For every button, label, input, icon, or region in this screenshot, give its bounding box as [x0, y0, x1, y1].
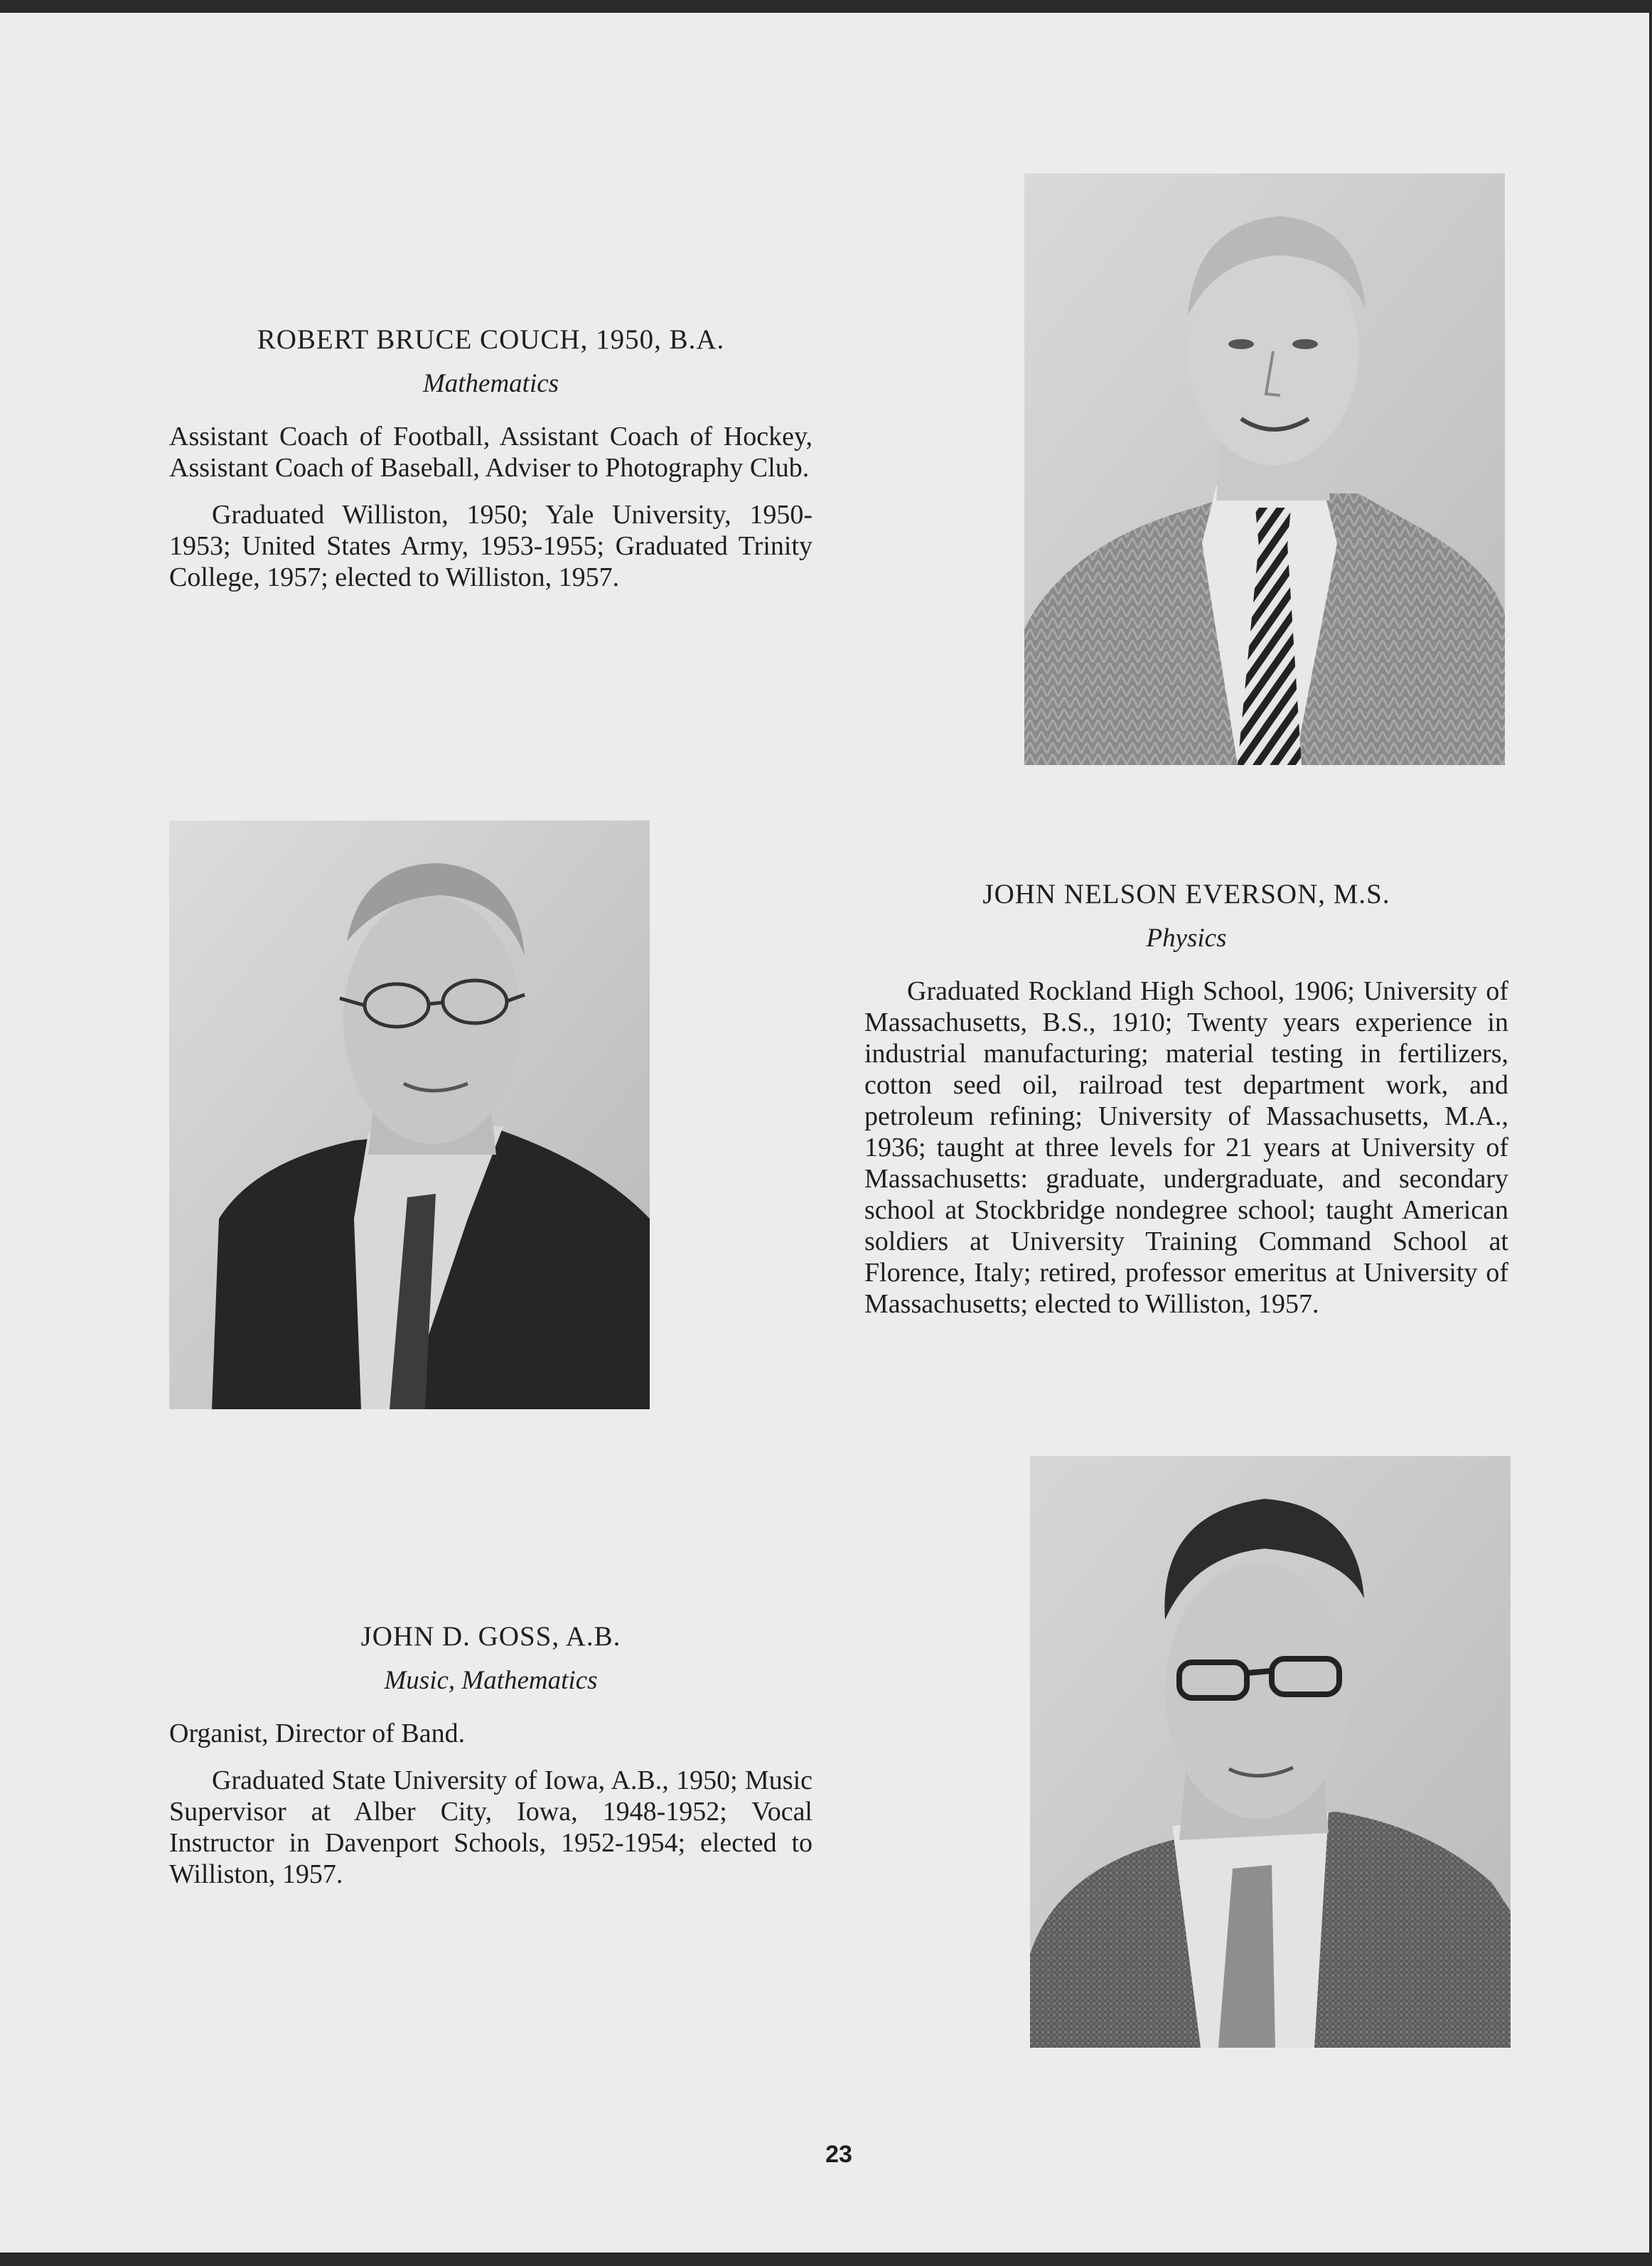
faculty-entry-goss: [169, 1621, 812, 1906]
faculty-name: ROBERT BRUCE COUCH, 1950, B.A.: [257, 324, 725, 355]
faculty-duties: Assistant Coach of Football, Assistant Coach of Hockey, Assistant Coach of Baseball, Adviser to Photography Club.: [169, 422, 812, 483]
faculty-department: Physics: [1146, 924, 1227, 953]
faculty-name: JOHN D. GOSS, A.B.: [360, 1621, 621, 1652]
faculty-name: JOHN NELSON EVERSON, M.S.: [982, 879, 1390, 909]
yearbook-page: [0, 13, 1649, 2252]
faculty-entry-couch: [169, 324, 812, 609]
faculty-history: Graduated Williston, 1950; Yale University, 1950-1953; United States Army, 1953-1955; Graduated Trinity College, 1957; elected to Williston, 1957.: [169, 500, 812, 592]
faculty-history: Graduated State University of Iowa, A.B., 1950; Music Supervisor at Alber City, Iowa, 1948-1952; Vocal Instructor in Davenport Schools, 1952-1954; elected to Williston, 1957.: [169, 1765, 812, 1889]
faculty-duties: Organist, Director of Band.: [169, 1719, 466, 1748]
portrait-photo-everson: [169, 821, 650, 1409]
page-number: 23: [825, 2141, 852, 2168]
portrait-photo-couch: [1024, 173, 1505, 765]
faculty-entry-everson: [864, 879, 1508, 1335]
faculty-department: Music, Mathematics: [384, 1666, 598, 1695]
faculty-history: Graduated Rockland High School, 1906; University of Massachusetts, B.S., 1910; Twenty years experience in industrial manufacturing; material testing in fertilizers, cotton seed oil, railroad test department work, and petroleum refining; University of Massachusetts, M.A., 1936; taught at three levels for 21 years at University of Massachusetts: graduate, undergraduate, and secondary school at Stockbridge nondegree school; taught American soldiers at University Training Command School at Florence, Italy; retired, professor emeritus at University of Massachusetts; elected to Williston, 1957.: [864, 976, 1508, 1319]
faculty-department: Mathematics: [422, 369, 559, 398]
portrait-photo-goss: [1030, 1456, 1511, 2048]
scan-border: [0, 2252, 1652, 2266]
